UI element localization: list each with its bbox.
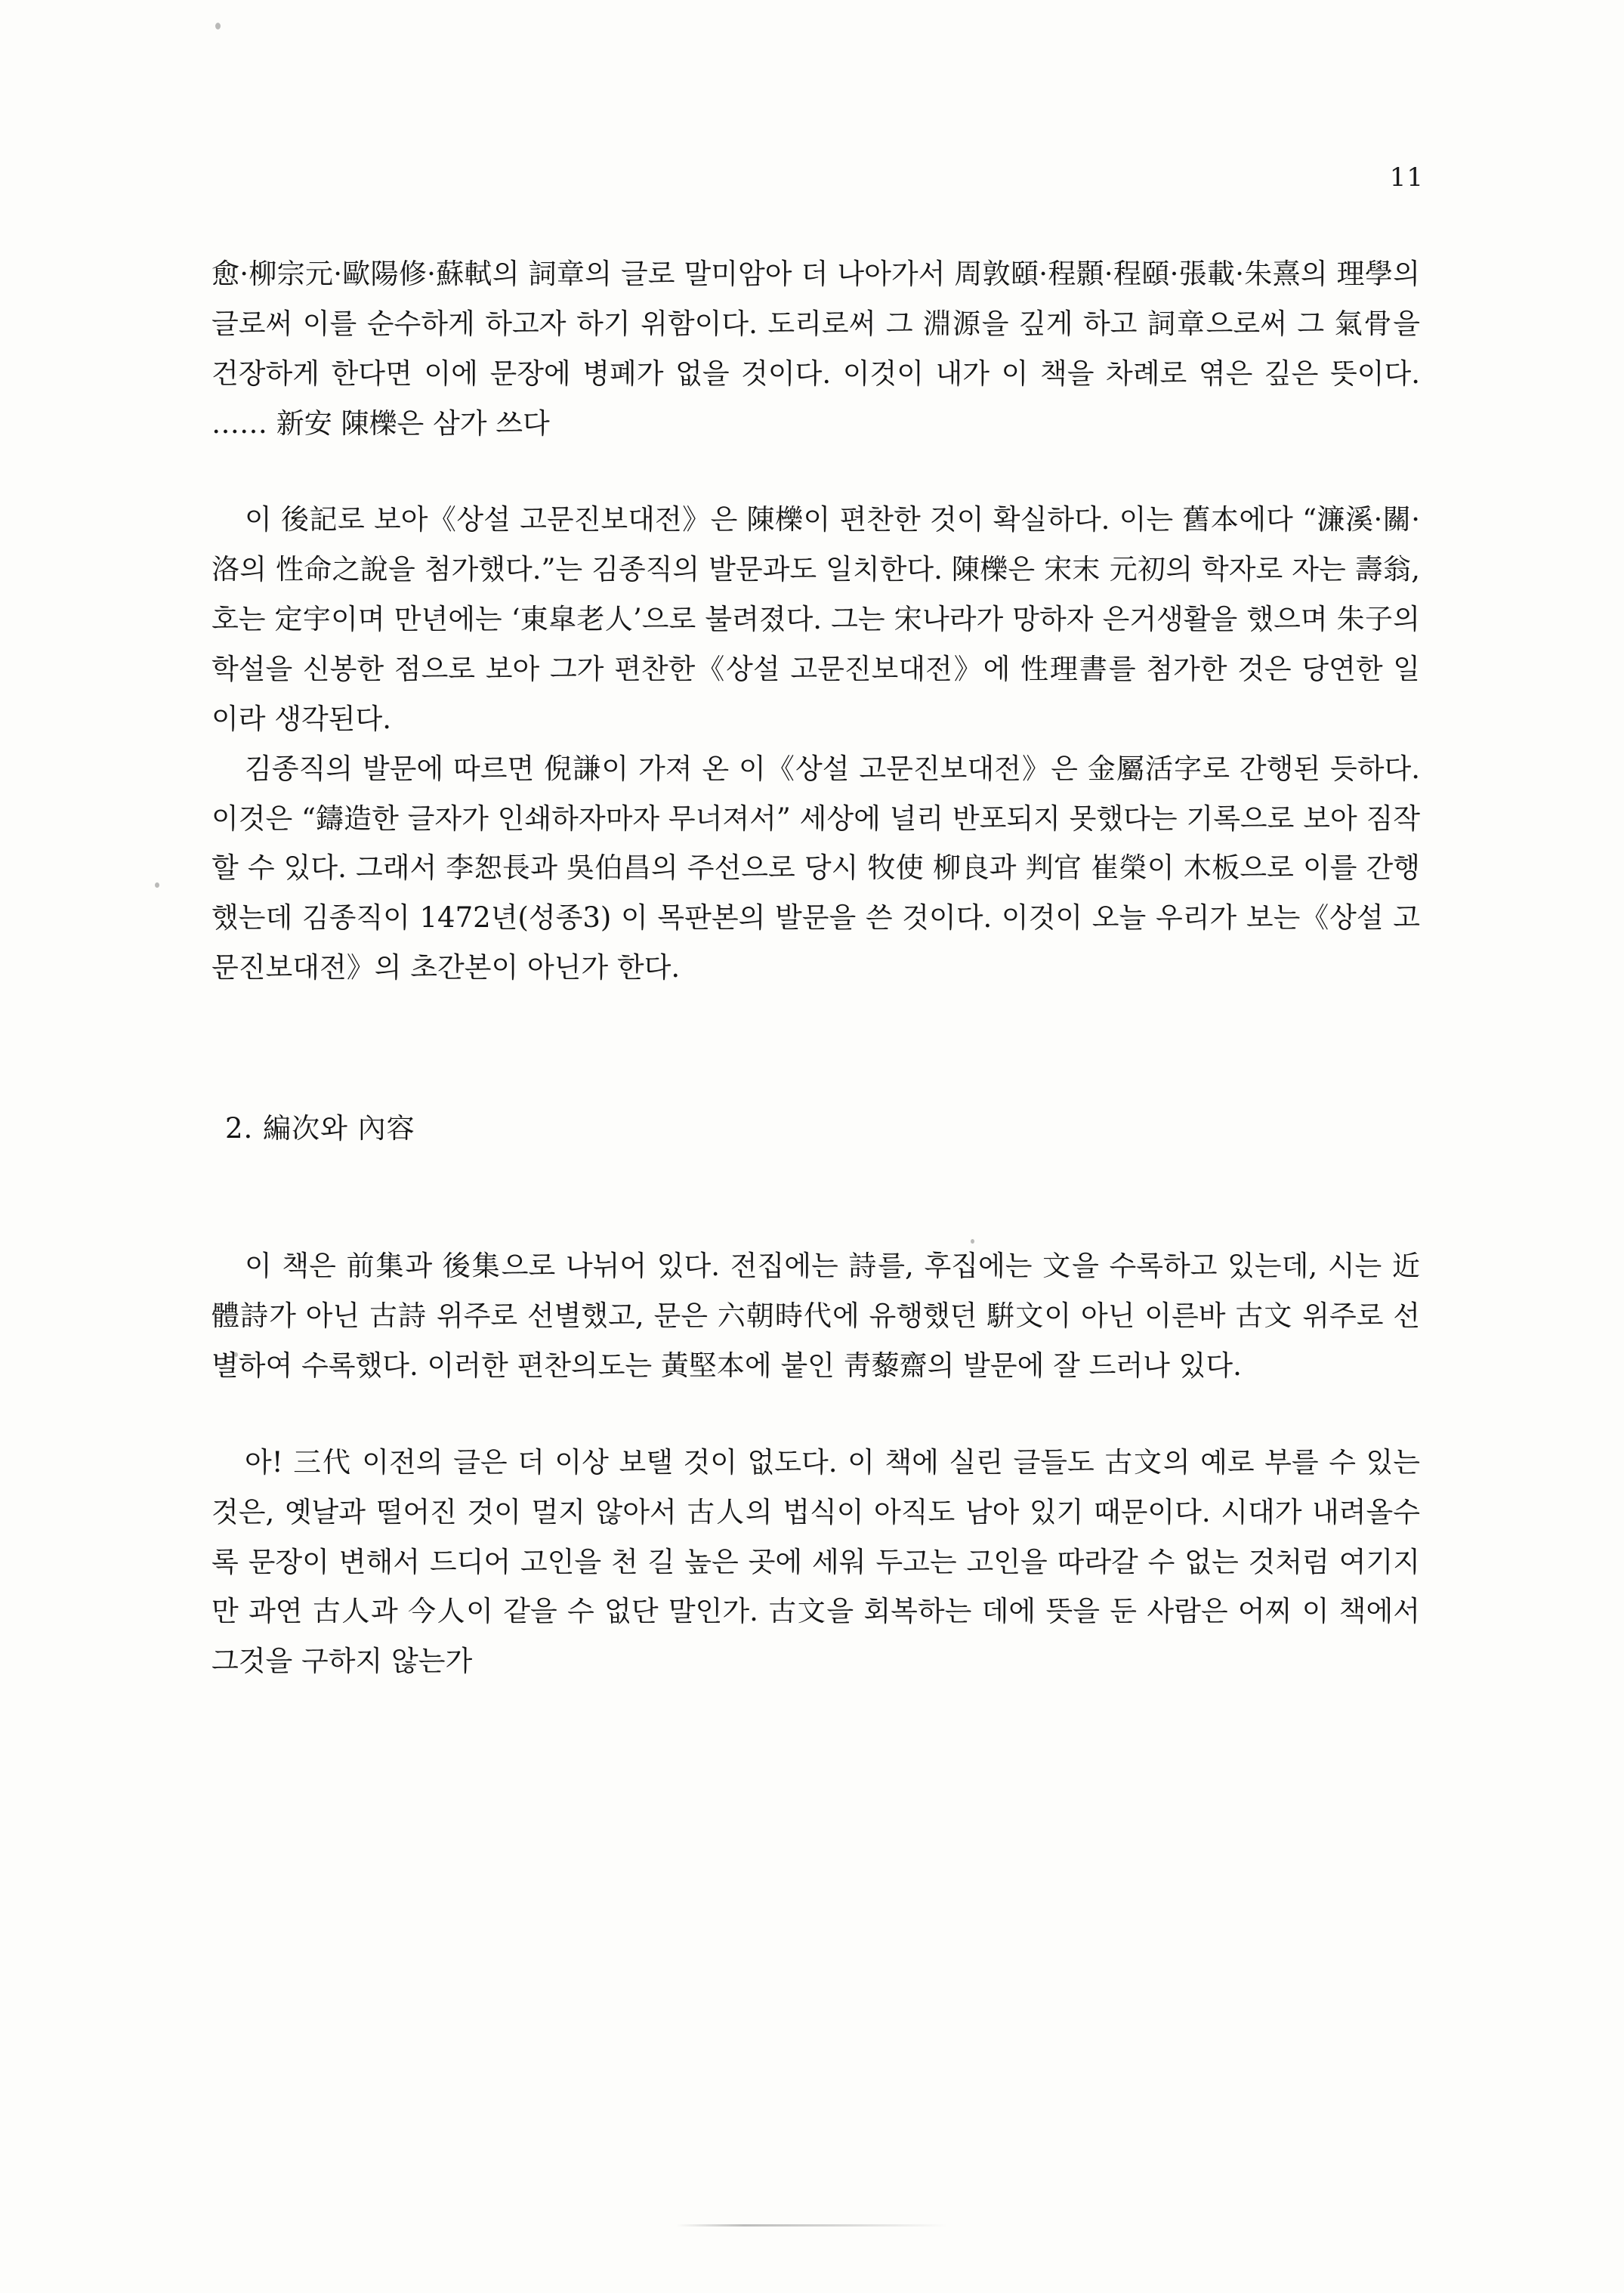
body-paragraph-3: 이 책은 前集과 後集으로 나뉘어 있다. 전집에는 詩를, 후집에는 文을 수록하고 있는데, 시는 近體詩가 아닌 古詩 위주로 선별했고, 문은 六朝時代에 유행했던 騈文이 아닌 이른바 古文 위주로 선별하여 수록했다. 이러한 편찬의도는 黃堅本에 붙인 靑藜齋의 발문에 잘 드러나 있다.: [211, 1250, 1420, 1382]
footer-smudge: [676, 2224, 948, 2227]
spacer: [211, 448, 1420, 495]
section-heading: 2. 編次와 內容: [225, 1112, 415, 1145]
closing-quote-paragraph: 아! 三代 이전의 글은 더 이상 보탤 것이 없도다. 이 책에 실린 글들도 古文의 예로 부를 수 있는 것은, 옛날과 떨어진 것이 멀지 않아서 古人의 법식이 아직도 남아 있기 때문이다. 시대가 내려올수록 문장이 변해서 드디어 고인을 천 길 높은 곳에 세워 두고는 고인을 따라갈 수 없는 것처럼 여기지만 과연 古人과 今人이 같을 수 없단 말인가. 古文을 회복하는 데에 뜻을 둔 사람은 어찌 이 책에서 그것을 구하지 않는가: [211, 1445, 1420, 1678]
spacer: [211, 1151, 1420, 1241]
page-speck: [215, 23, 221, 29]
spacer: [211, 1391, 1420, 1438]
spacer: [211, 993, 1420, 1106]
page-number: 11: [1389, 162, 1424, 193]
body-paragraph-1: 이 後記로 보아《상설 고문진보대전》은 陳櫟이 편찬한 것이 확실하다. 이는 舊本에다 “濂溪·關·洛의 性命之說을 첨가했다.”는 김종직의 발문과도 일치한다. 陳櫟은 宋末 元初의 학자로 자는 壽翁, 호는 定宇이며 만년에는 ‘東皐老人’으로 불려졌다. 그는 宋나라가 망하자 은거생활을 했으며 朱子의 학설을 신봉한 점으로 보아 그가 편찬한《상설 고문진보대전》에 性理書를 첨가한 것은 당연한 일이라 생각된다.: [211, 503, 1420, 735]
page-content: [211, 249, 1420, 1686]
page-speck: [155, 882, 159, 888]
quote-paragraph: 愈·柳宗元·歐陽修·蘇軾의 詞章의 글로 말미암아 더 나아가서 周敦頤·程顥·程頤·張載·朱熹의 理學의 글로써 이를 순수하게 하고자 하기 위함이다. 도리로써 그 淵源을 깊게 하고 詞章으로써 그 氣骨을 건장하게 한다면 이에 문장에 병폐가 없을 것이다. 이것이 내가 이 책을 차례로 엮은 깊은 뜻이다. …… 新安 陳櫟은 삼가 쓰다: [211, 258, 1420, 440]
body-paragraph-2: 김종직의 발문에 따르면 倪謙이 가져 온 이《상설 고문진보대전》은 金屬活字로 간행된 듯하다. 이것은 “鑄造한 글자가 인쇄하자마자 무너져서” 세상에 널리 반포되지 못했다는 기록으로 보아 짐작할 수 있다. 그래서 李恕長과 吳伯昌의 주선으로 당시 牧使 柳良과 判官 崔榮이 木板으로 이를 간행했는데 김종직이 1472년(성종3) 이 목판본의 발문을 쓴 것이다. 이것이 오늘 우리가 보는《상설 고문진보대전》의 초간본이 아닌가 한다.: [211, 752, 1420, 984]
